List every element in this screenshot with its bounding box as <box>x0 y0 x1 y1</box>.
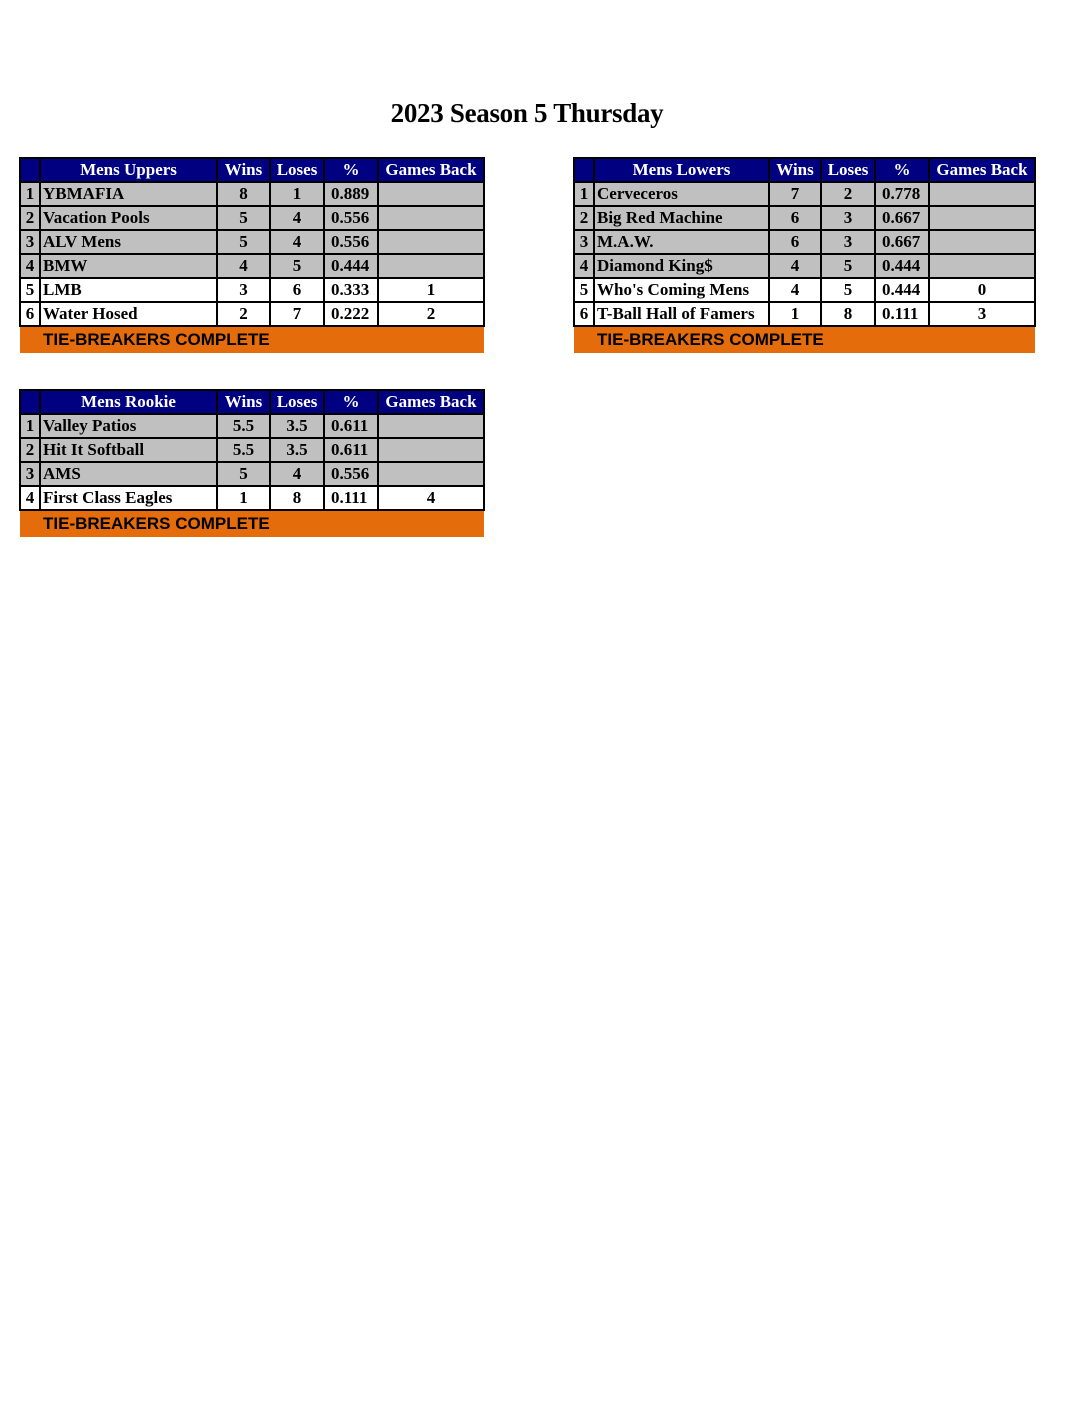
pct-cell: 0.667 <box>875 206 929 230</box>
games-back-cell <box>929 206 1035 230</box>
division-name: Mens Uppers <box>40 158 217 182</box>
tie-breaker-status-row <box>20 326 484 353</box>
standings-table-mens-rookie <box>19 389 485 537</box>
rank-cell: 1 <box>20 182 40 206</box>
loses-cell: 5 <box>821 254 875 278</box>
standings-table-mens-lowers <box>573 157 1036 353</box>
games-back-cell <box>378 462 484 486</box>
wins-cell: 2 <box>217 302 270 326</box>
table-row <box>20 486 484 510</box>
pct-cell: 0.611 <box>324 438 378 462</box>
table-row <box>574 278 1035 302</box>
loses-cell: 4 <box>270 230 324 254</box>
team-cell: First Class Eagles <box>40 486 217 510</box>
table-row <box>20 230 484 254</box>
rank-cell: 2 <box>574 206 594 230</box>
header-row <box>20 390 484 414</box>
wins-cell: 1 <box>217 486 270 510</box>
team-cell: Hit It Softball <box>40 438 217 462</box>
games-back-cell: 1 <box>378 278 484 302</box>
rank-header <box>574 158 594 182</box>
team-cell: Valley Patios <box>40 414 217 438</box>
loses-header: Loses <box>821 158 875 182</box>
team-cell: Cerveceros <box>594 182 769 206</box>
games-back-header: Games Back <box>929 158 1035 182</box>
team-cell: Who's Coming Mens <box>594 278 769 302</box>
table-row <box>20 182 484 206</box>
games-back-cell <box>929 230 1035 254</box>
loses-cell: 1 <box>270 182 324 206</box>
loses-cell: 6 <box>270 278 324 302</box>
wins-cell: 5 <box>217 206 270 230</box>
header-row <box>574 158 1035 182</box>
table-row <box>20 414 484 438</box>
table-row <box>20 438 484 462</box>
pct-cell: 0.778 <box>875 182 929 206</box>
rank-header <box>20 390 40 414</box>
pct-cell: 0.222 <box>324 302 378 326</box>
loses-cell: 4 <box>270 462 324 486</box>
wins-cell: 4 <box>217 254 270 278</box>
loses-cell: 3 <box>821 230 875 254</box>
loses-cell: 8 <box>270 486 324 510</box>
games-back-cell <box>378 182 484 206</box>
pct-cell: 0.556 <box>324 206 378 230</box>
table-row <box>574 254 1035 278</box>
header-row <box>20 158 484 182</box>
games-back-header: Games Back <box>378 390 484 414</box>
division-name: Mens Rookie <box>40 390 217 414</box>
rank-cell: 2 <box>20 206 40 230</box>
page-title: 2023 Season 5 Thursday <box>390 98 664 128</box>
rank-cell: 4 <box>574 254 594 278</box>
rank-cell: 2 <box>20 438 40 462</box>
wins-cell: 7 <box>769 182 821 206</box>
wins-cell: 5.5 <box>217 438 270 462</box>
loses-cell: 3.5 <box>270 414 324 438</box>
pct-cell: 0.333 <box>324 278 378 302</box>
rank-cell: 1 <box>574 182 594 206</box>
pct-cell: 0.444 <box>324 254 378 278</box>
team-cell: Water Hosed <box>40 302 217 326</box>
table-row <box>20 254 484 278</box>
games-back-cell <box>378 230 484 254</box>
games-back-cell <box>929 254 1035 278</box>
rank-header <box>20 158 40 182</box>
rank-cell: 5 <box>574 278 594 302</box>
team-cell: BMW <box>40 254 217 278</box>
loses-cell: 3 <box>821 206 875 230</box>
wins-cell: 8 <box>217 182 270 206</box>
table-row <box>20 302 484 326</box>
games-back-cell: 0 <box>929 278 1035 302</box>
games-back-cell: 2 <box>378 302 484 326</box>
rank-cell: 3 <box>574 230 594 254</box>
rank-cell: 4 <box>20 486 40 510</box>
wins-cell: 1 <box>769 302 821 326</box>
loses-cell: 2 <box>821 182 875 206</box>
team-cell: Vacation Pools <box>40 206 217 230</box>
tie-breaker-status-row <box>574 326 1035 353</box>
games-back-cell <box>929 182 1035 206</box>
pct-cell: 0.889 <box>324 182 378 206</box>
pct-header: % <box>875 158 929 182</box>
games-back-cell <box>378 414 484 438</box>
games-back-cell <box>378 254 484 278</box>
team-cell: Diamond King$ <box>594 254 769 278</box>
team-cell: Big Red Machine <box>594 206 769 230</box>
games-back-cell: 4 <box>378 486 484 510</box>
loses-cell: 5 <box>270 254 324 278</box>
loses-header: Loses <box>270 390 324 414</box>
games-back-cell: 3 <box>929 302 1035 326</box>
games-back-cell <box>378 438 484 462</box>
table-row <box>574 182 1035 206</box>
pct-cell: 0.111 <box>875 302 929 326</box>
pct-cell: 0.444 <box>875 254 929 278</box>
wins-cell: 6 <box>769 230 821 254</box>
table-row <box>20 278 484 302</box>
rank-cell: 5 <box>20 278 40 302</box>
rank-cell: 3 <box>20 462 40 486</box>
team-cell: LMB <box>40 278 217 302</box>
wins-header: Wins <box>217 390 270 414</box>
team-cell: YBMAFIA <box>40 182 217 206</box>
wins-cell: 5 <box>217 230 270 254</box>
pct-cell: 0.556 <box>324 462 378 486</box>
team-cell: ALV Mens <box>40 230 217 254</box>
table-row <box>20 206 484 230</box>
wins-cell: 3 <box>217 278 270 302</box>
standings-table-mens-uppers <box>19 157 485 353</box>
rank-cell: 6 <box>574 302 594 326</box>
wins-cell: 6 <box>769 206 821 230</box>
table-row <box>574 230 1035 254</box>
division-name: Mens Lowers <box>594 158 769 182</box>
tie-breaker-status: TIE-BREAKERS COMPLETE <box>20 510 484 537</box>
games-back-cell <box>378 206 484 230</box>
rank-cell: 3 <box>20 230 40 254</box>
pct-header: % <box>324 158 378 182</box>
tie-breaker-status: TIE-BREAKERS COMPLETE <box>574 326 1035 353</box>
table-row <box>20 462 484 486</box>
loses-header: Loses <box>270 158 324 182</box>
table-row <box>574 302 1035 326</box>
games-back-header: Games Back <box>378 158 484 182</box>
tie-breaker-status-row <box>20 510 484 537</box>
pct-cell: 0.111 <box>324 486 378 510</box>
loses-cell: 7 <box>270 302 324 326</box>
loses-cell: 3.5 <box>270 438 324 462</box>
tie-breaker-status: TIE-BREAKERS COMPLETE <box>20 326 484 353</box>
table-row <box>574 206 1035 230</box>
pct-cell: 0.444 <box>875 278 929 302</box>
pct-header: % <box>324 390 378 414</box>
rank-cell: 4 <box>20 254 40 278</box>
team-cell: M.A.W. <box>594 230 769 254</box>
pct-cell: 0.556 <box>324 230 378 254</box>
rank-cell: 1 <box>20 414 40 438</box>
loses-cell: 5 <box>821 278 875 302</box>
team-cell: T-Ball Hall of Famers <box>594 302 769 326</box>
pct-cell: 0.667 <box>875 230 929 254</box>
wins-header: Wins <box>217 158 270 182</box>
wins-cell: 4 <box>769 278 821 302</box>
wins-cell: 4 <box>769 254 821 278</box>
rank-cell: 6 <box>20 302 40 326</box>
loses-cell: 8 <box>821 302 875 326</box>
wins-cell: 5 <box>217 462 270 486</box>
team-cell: AMS <box>40 462 217 486</box>
wins-header: Wins <box>769 158 821 182</box>
loses-cell: 4 <box>270 206 324 230</box>
wins-cell: 5.5 <box>217 414 270 438</box>
pct-cell: 0.611 <box>324 414 378 438</box>
